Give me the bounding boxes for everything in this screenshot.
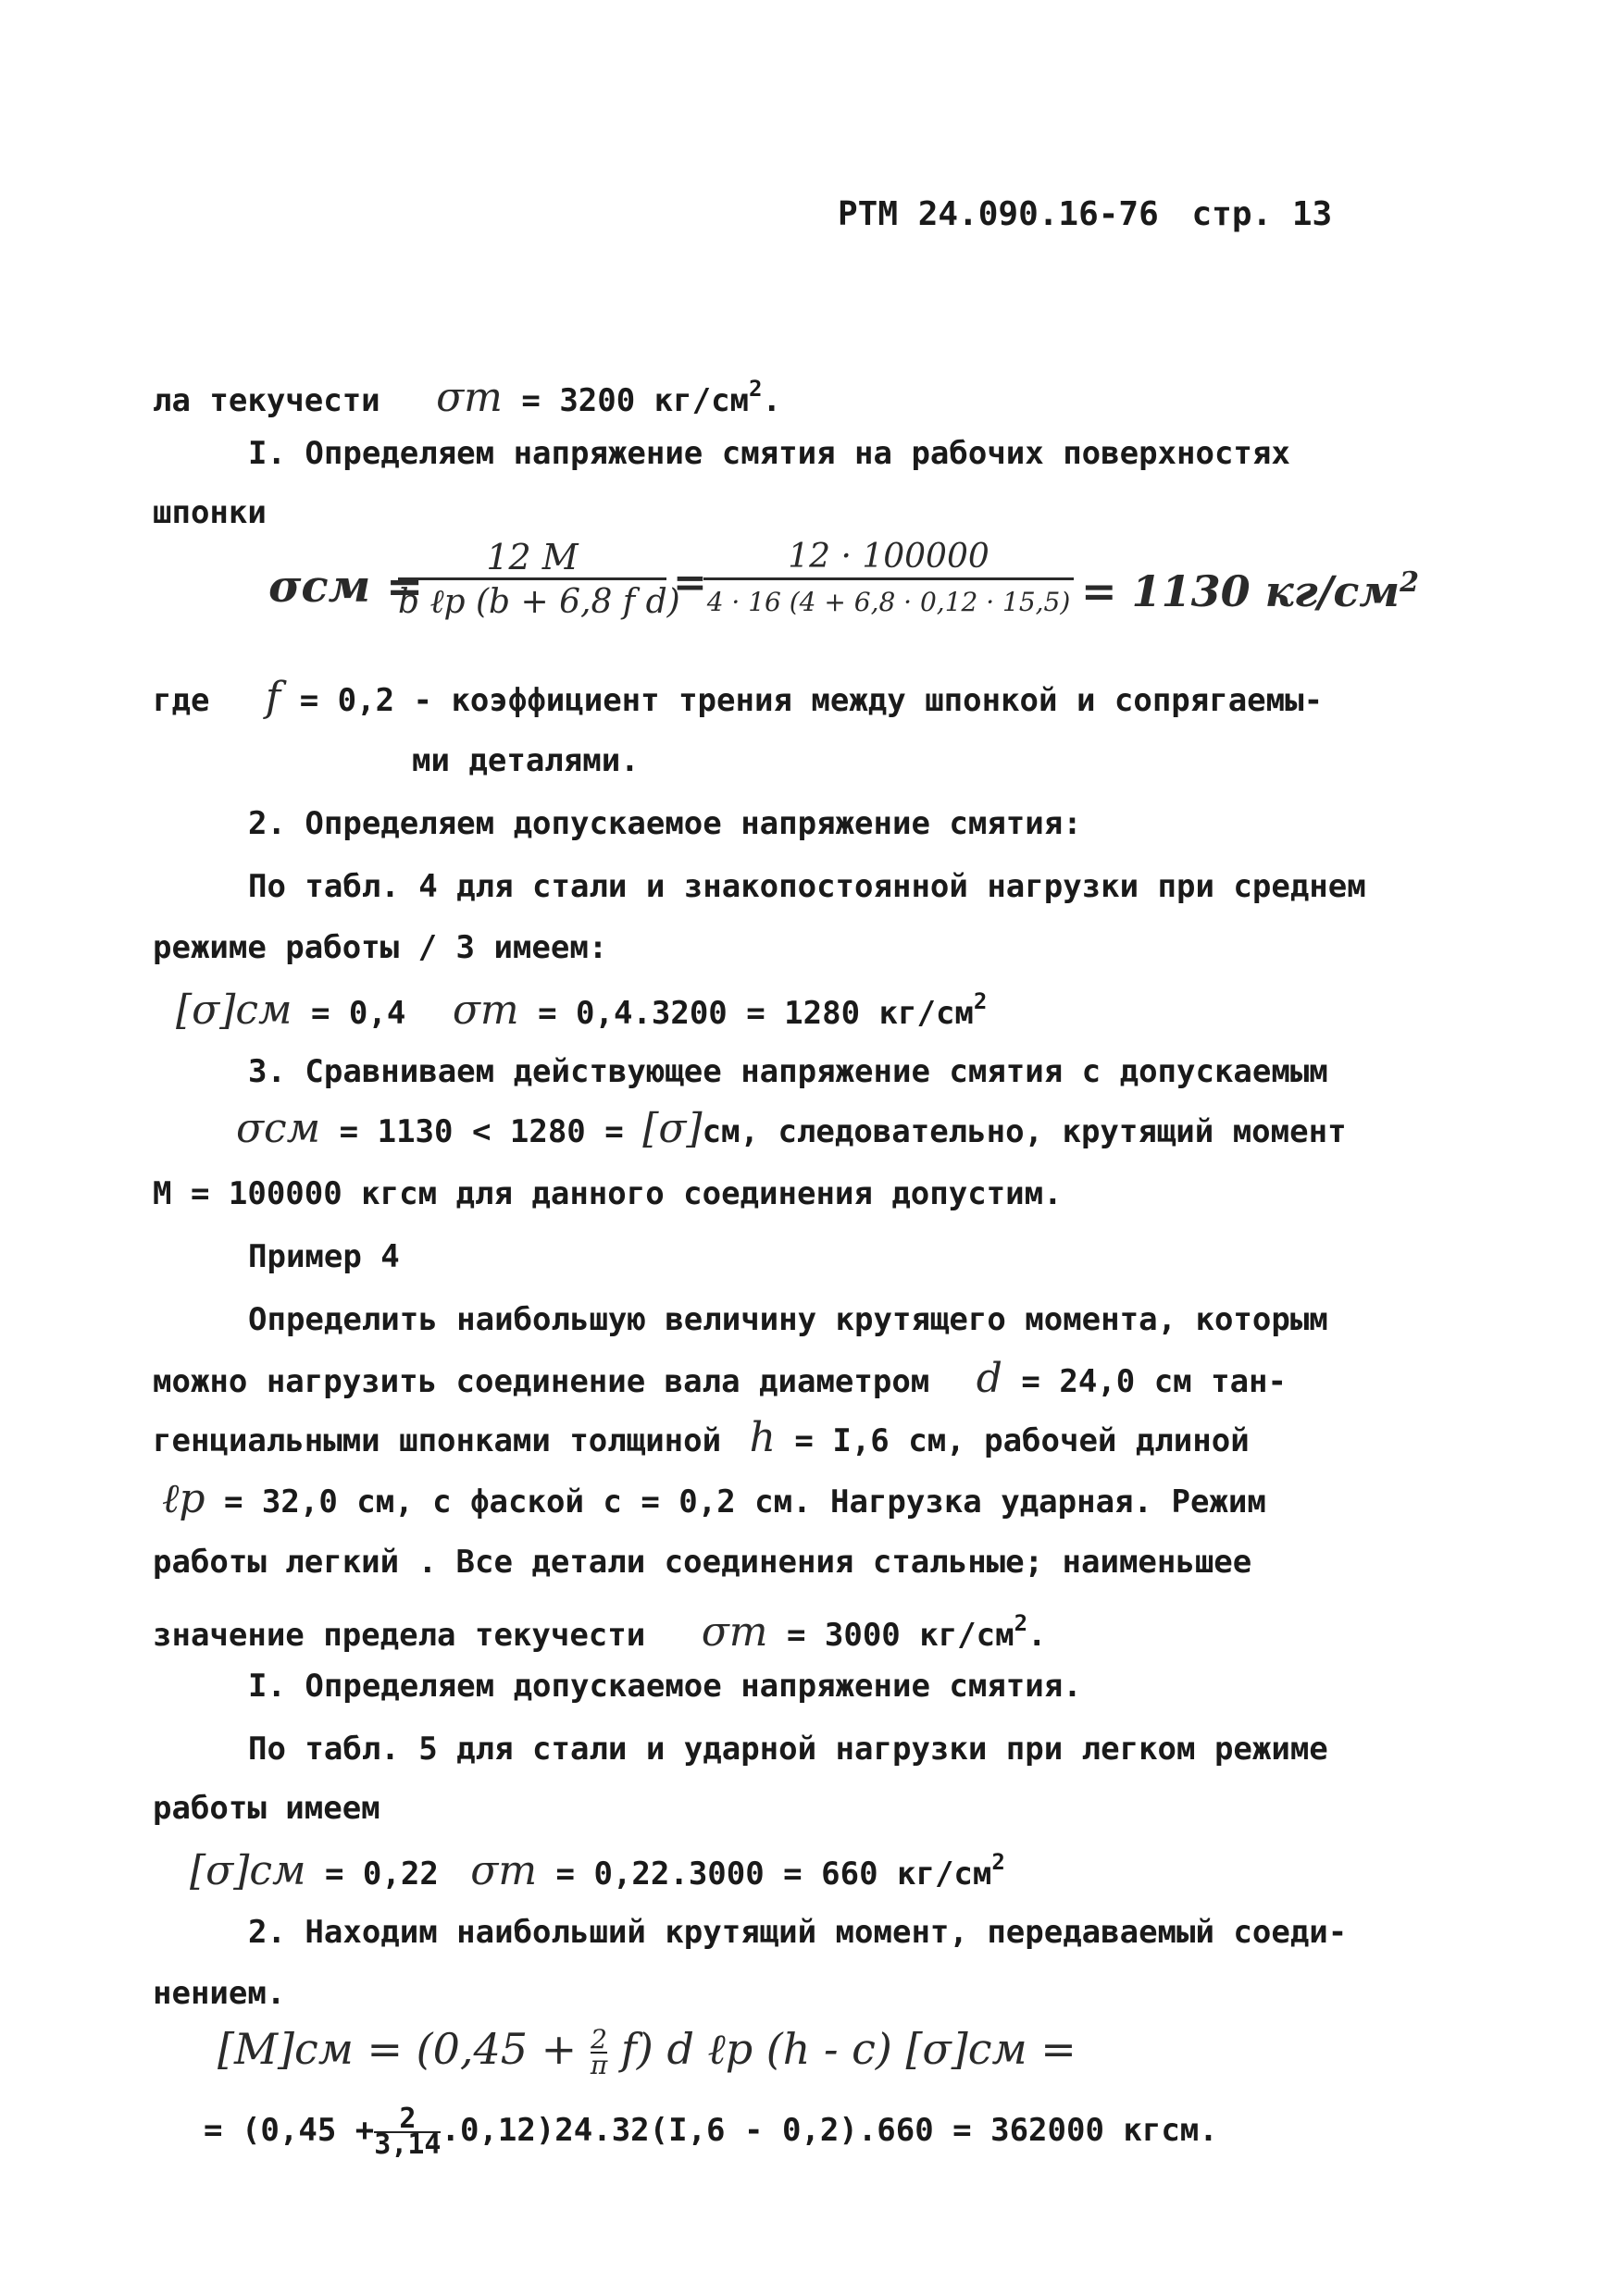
text-line: I. Определяем напряжение смятия на рабочих поверхностях xyxy=(248,435,1290,472)
text-line: нением. xyxy=(153,1975,286,2012)
fraction-1: 12 M b ℓр (b + 6,8 f d) xyxy=(398,537,680,621)
example-heading: Пример 4 xyxy=(248,1238,400,1275)
text-line: работы имеем xyxy=(153,1790,380,1827)
page-number: 13 xyxy=(1291,195,1333,233)
text-line: [σ]см = 0,22 σт = 0,22.3000 = 660 $кг/см^2$ xyxy=(190,1847,1005,1894)
sigma-t-symbol: σт xyxy=(436,374,503,421)
text-line: ℓр = 32,0 см, с фаской с = 0,2 см. Нагрузка ударная. Режим xyxy=(162,1475,1266,1522)
fraction-2: 12 · 100000 4 · 16 (4 + 6,8 · 0,12 · 15,5) xyxy=(703,537,1074,625)
text-line: М = 100000 кгсм для данного соединения допустим. xyxy=(153,1175,1063,1212)
text-line: σсм = 1130 < 1280 = [σ]см, следовательно, крутящий момент xyxy=(236,1105,1347,1152)
document-code: РТМ 24.090.16-76 xyxy=(838,195,1159,233)
text-line: ми деталями. xyxy=(412,742,640,779)
text-line: можно нагрузить соединение вала диаметром d = 24,0 см тан- xyxy=(153,1355,1287,1402)
text-line: [σ]см = 0,4 σт = 0,4.3200 = 1280 $кг/см^2$ xyxy=(176,987,988,1034)
text-line: 3. Сравниваем действующее напряжение смятия с допускаемым xyxy=(248,1053,1328,1090)
formula-max-torque: [M]см = (0,45 + $\frac{2}{\pi}$ f) d ℓр (h - c) [σ]см = xyxy=(218,2024,1077,2080)
text-line: I. Определяем допускаемое напряжение смятия. xyxy=(248,1668,1082,1705)
formula-lhs: σсм = xyxy=(268,561,424,613)
text-line: генциальными шпонками толщиной h = I,6 см, рабочей длиной xyxy=(153,1414,1250,1461)
text-line: 2. Находим наибольший крутящий момент, передаваемый соеди- xyxy=(248,1914,1348,1951)
text-line: По табл. 4 для стали и знакопостоянной нагрузки при среднем xyxy=(248,868,1366,905)
page-header xyxy=(838,194,1332,235)
text-line: ла текучести σт = 3200 $кг/см^2$. xyxy=(153,374,781,421)
text-line: где f = 0,2 - коэффициент трения между шпонкой и сопрягаемы- xyxy=(153,674,1324,721)
formula-result: = 1130 $кг/см^2$ xyxy=(1081,566,1420,616)
text-line: Определить наибольшую величину крутящего момента, которым xyxy=(248,1301,1328,1338)
text-line: 2. Определяем допускаемое напряжение смятия: xyxy=(248,805,1082,842)
text-line: режиме работы / 3 имеем: xyxy=(153,929,608,966)
formula-numeric: = (0,45 + $\frac{2}{3,14}$ .0,12)24.32(I,6 - 0,2).660 = 362000 кгсм. xyxy=(204,2102,1218,2161)
text-line: шпонки xyxy=(153,494,267,531)
friction-symbol: f xyxy=(265,674,281,721)
page-label: стр. xyxy=(1191,195,1273,233)
text-line: По табл. 5 для стали и ударной нагрузки при легком режиме xyxy=(248,1731,1328,1768)
text-line: работы легкий . Все детали соединения стальные; наименьшее xyxy=(153,1544,1252,1581)
text-line: значение предела текучести σт = 3000 $кг/см^2$. xyxy=(153,1608,1047,1656)
